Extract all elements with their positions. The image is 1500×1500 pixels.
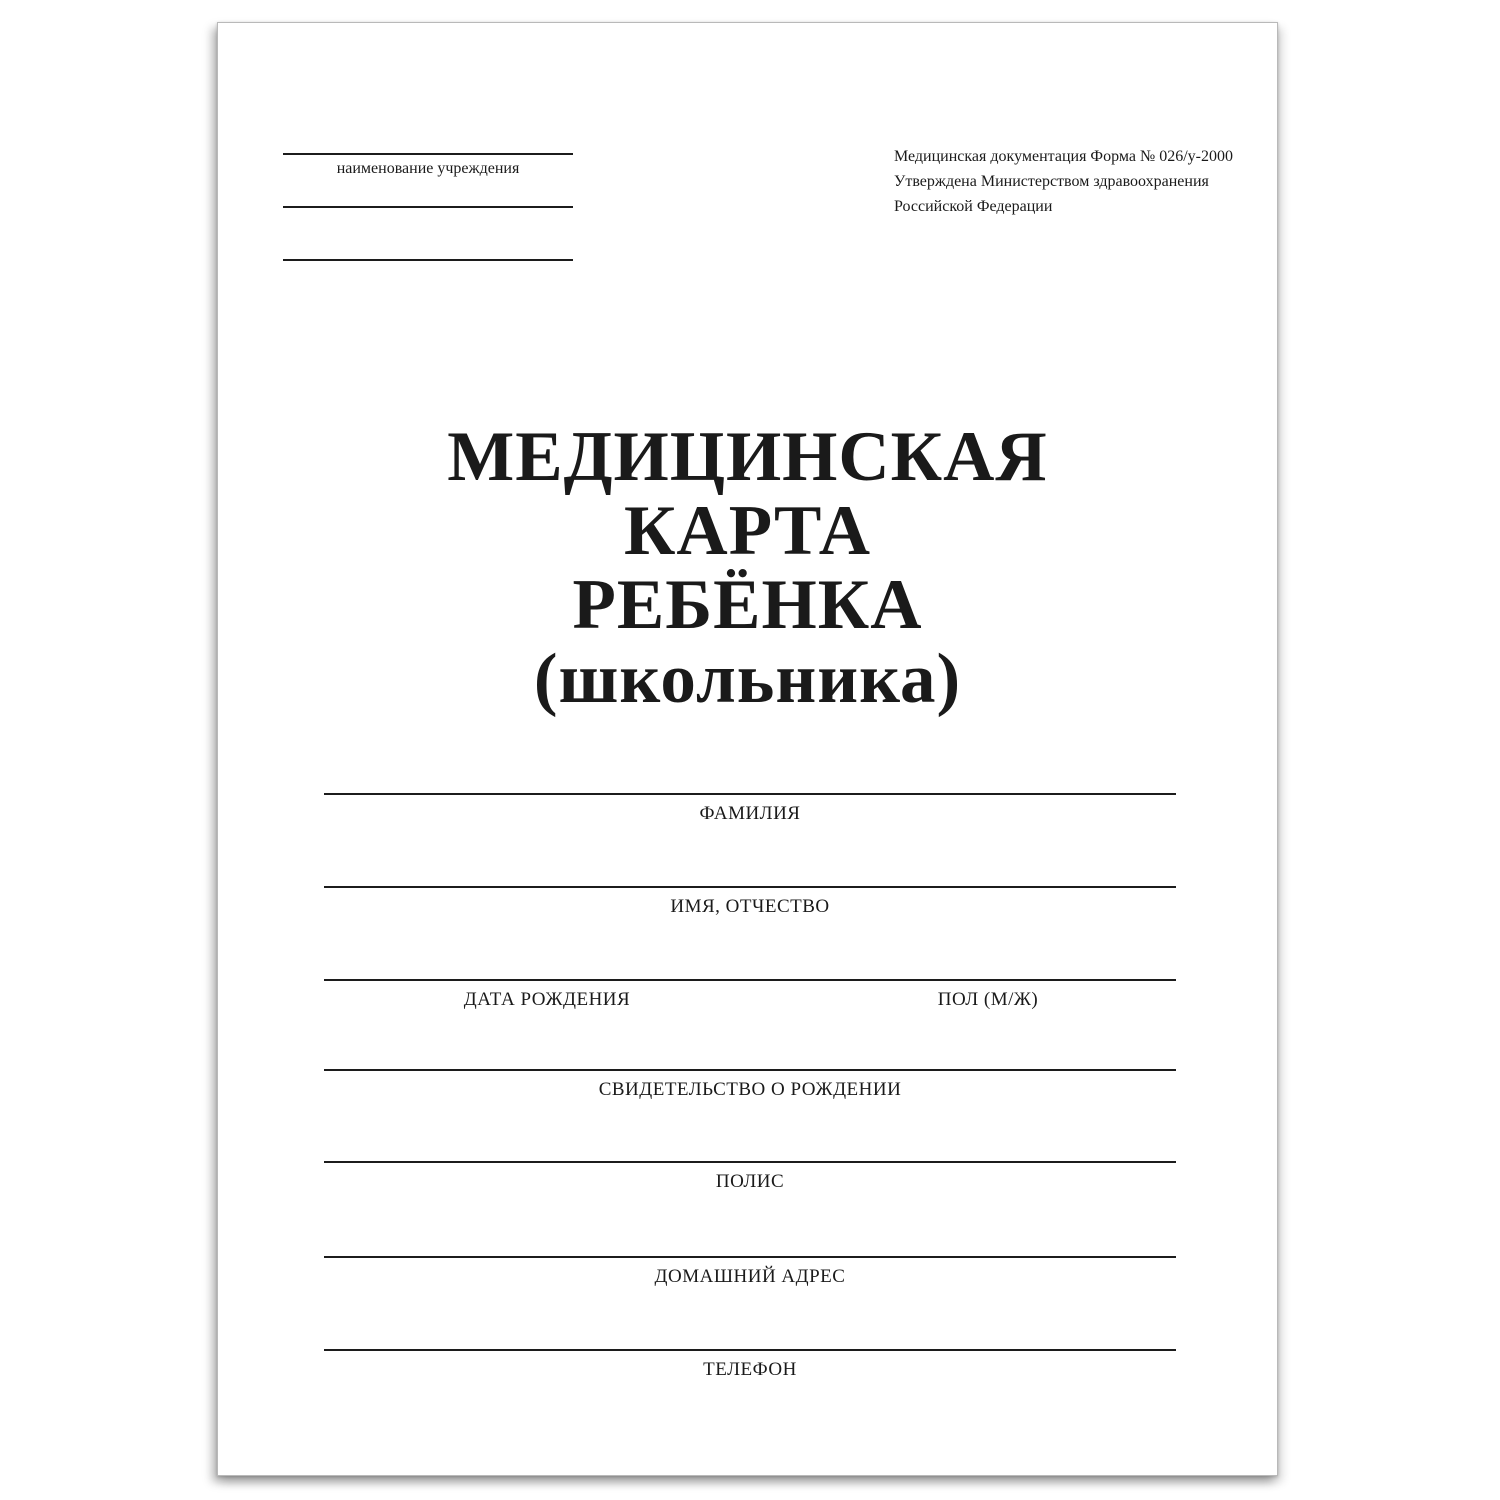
title-line-2: КАРТА [623, 492, 872, 570]
title-line-3: РЕБЁНКА [572, 566, 923, 644]
institution-caption: наименование учреждения [336, 160, 520, 177]
institution-line-2 [283, 206, 573, 208]
field-policy-line [324, 1161, 1176, 1163]
field-surname-label: ФАМИЛИЯ [699, 803, 801, 824]
form-approval-block [894, 144, 1254, 219]
title-line-4: (школьника) [533, 640, 962, 718]
institution-line-1 [283, 153, 573, 155]
field-surname-line [324, 793, 1176, 795]
field-home-address-label: ДОМАШНИЙ АДРЕС [654, 1266, 846, 1287]
document-title [218, 420, 1277, 716]
field-phone-line [324, 1349, 1176, 1351]
institution-line-3 [283, 259, 573, 261]
field-birth-certificate-label: СВИДЕТЕЛЬСТВО О РОЖДЕНИИ [598, 1079, 902, 1100]
field-sex-label: ПОЛ (М/Ж) [937, 989, 1039, 1010]
document-page [217, 22, 1278, 1476]
field-birthdate-sex-line [324, 979, 1176, 981]
field-phone-label: ТЕЛЕФОН [703, 1359, 797, 1380]
field-home-address-line [324, 1256, 1176, 1258]
form-approved-by-text: Утверждена Министерством здравоохранения [894, 173, 1209, 190]
form-number-text: Медицинская документация Форма № 026/у-2000 [894, 148, 1233, 165]
field-policy-label: ПОЛИС [715, 1171, 785, 1192]
field-given-names-label: ИМЯ, ОТЧЕСТВО [670, 896, 830, 917]
form-country-text: Российской Федерации [894, 198, 1053, 215]
field-given-names-line [324, 886, 1176, 888]
field-birthdate-label: ДАТА РОЖДЕНИЯ [463, 989, 631, 1010]
field-birth-certificate-line [324, 1069, 1176, 1071]
title-line-1: МЕДИЦИНСКАЯ [447, 418, 1048, 496]
